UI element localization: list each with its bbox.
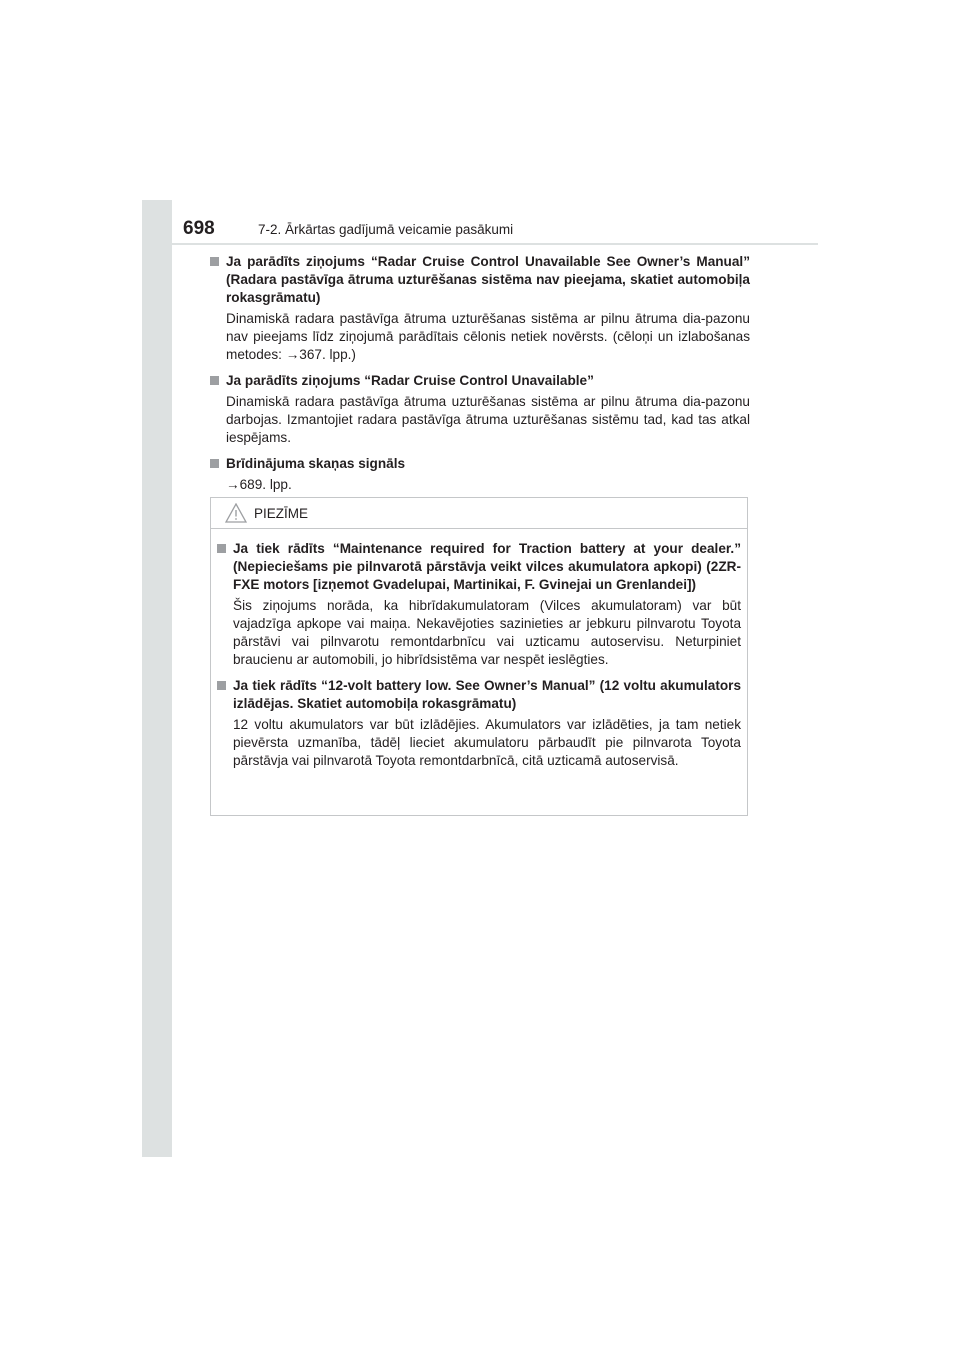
note-box — [210, 497, 748, 816]
section-body-warning-buzzer: →689. lpp. — [226, 477, 292, 492]
note-header — [211, 498, 747, 529]
header-divider — [142, 243, 818, 245]
main-content — [210, 253, 750, 502]
warning-triangle-icon — [225, 503, 247, 523]
page-number: 698 — [183, 218, 215, 239]
section-body-radar-unavailable-see-manual: Dinamiskā radara pastāvīga ātruma uzturēšanas sistēma ar pilnu ātruma dia-pazonu nav pieejams līdz ziņojumā parādītais cēlonis netiek novērsts. (cēloņi un izlabošanas metodes: →367. lpp.) — [226, 311, 750, 362]
page-sidebar-band — [142, 200, 172, 1157]
note-item-title-12v-battery: Ja tiek rādīts “12-volt battery low. See Owner’s Manual” (12 voltu akumulators izlādējas. Skatiet automobiļa rokasgrāmatu) — [217, 677, 741, 713]
note-label: PIEZĪME — [254, 506, 309, 521]
note-item-title-traction-battery: Ja tiek rādīts “Maintenance required for Traction battery at your dealer.” (Nepieciešams pie pilnvarotā pārstāvja veikt vilces akumulatora apkopi) (2ZR-FXE motors [izņemot Gvadelupai, Martinikai, F. Gvinejai un Grenlandei]) — [217, 540, 741, 594]
section-title-radar-unavailable: Ja parādīts ziņojums “Radar Cruise Control Unavailable” — [210, 372, 750, 390]
section-body-radar-unavailable: Dinamiskā radara pastāvīga ātruma uzturēšanas sistēma ar pilnu ātruma dia-pazonu darbojas. Izmantojiet radara pastāvīga ātruma uzturēšanas sistēmu tad, kad tas atkal iespējams. — [226, 394, 750, 445]
section-title-warning-buzzer: Brīdinājuma skaņas signāls — [210, 455, 750, 473]
note-item-body-12v-battery: 12 voltu akumulators var būt izlādējies. Akumulators var izlādēties, ja tam netiek pievērsta uzmanība, tādēļ lieciet akumulatoru pārbaudīt pie pilnvarota Toyota pārstāvja vai pilnvarotā Toyota remontdarbnīcā, citā uzticamā autoservisā. — [233, 717, 741, 768]
section-title-radar-unavailable-see-manual: Ja parādīts ziņojums “Radar Cruise Control Unavailable See Owner’s Manual” (Radara pastāvīga ātruma uzturēšanas sistēma nav pieejama, skatiet automobiļa rokasgrāmatu) — [210, 253, 750, 307]
chapter-title: 7-2. Ārkārtas gadījumā veicamie pasākumi — [258, 222, 514, 237]
note-item-body-traction-battery: Šis ziņojums norāda, ka hibrīdakumulatoram (Vilces akumulatoram) var būt vajadzīga apkope vai maiņa. Nekavējoties sazinieties ar jebkuru pilnvarotu Toyota pārstāvi vai pilnvarotu remontdarbnīcu vai uzticamu autoservisu. Neturpiniet braucienu ar automobili, jo hibrīdsistēma var nespēt ieslēgties. — [233, 598, 741, 667]
note-content — [211, 529, 747, 770]
